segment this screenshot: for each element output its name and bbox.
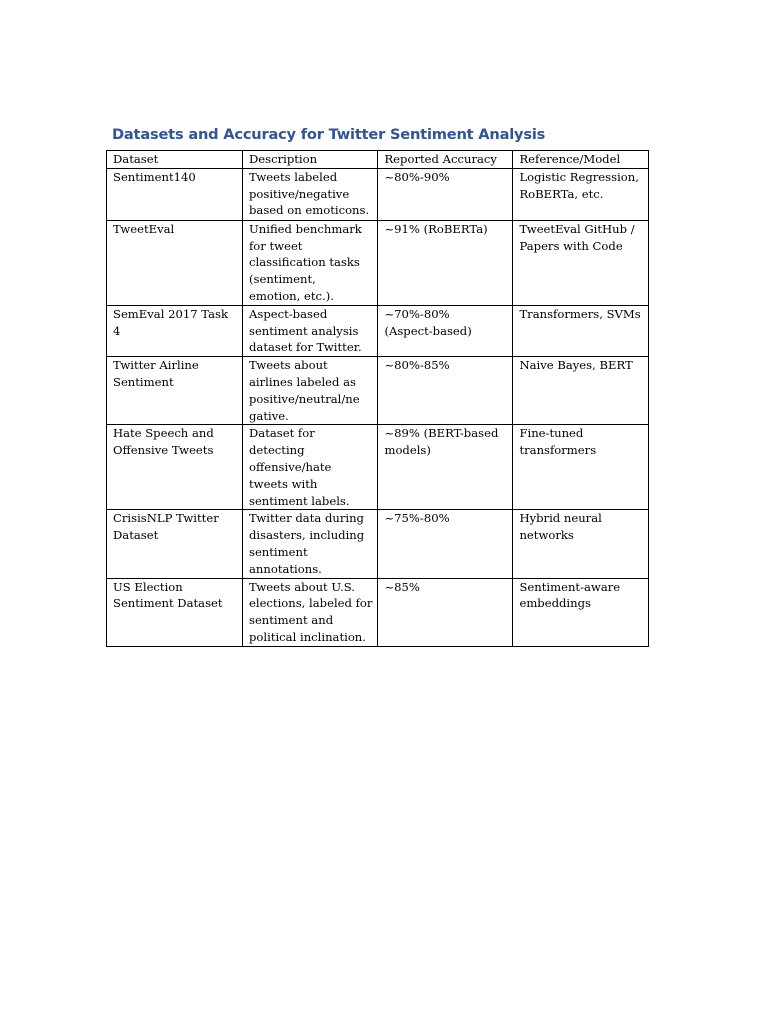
- cell-description: [243, 168, 378, 220]
- cell-line: classification tasks: [249, 255, 360, 270]
- cell-line: (Aspect-based): [384, 323, 472, 338]
- cell-line: (sentiment,: [249, 272, 316, 287]
- cell-line: Hybrid neural: [519, 511, 602, 526]
- cell-line: TweetEval: [113, 221, 175, 236]
- column-header-dataset: Dataset: [107, 151, 243, 169]
- cell-description: [243, 425, 378, 510]
- cell-line: Sentiment: [113, 374, 174, 389]
- cell-line: detecting: [249, 443, 305, 458]
- cell-line: embeddings: [519, 596, 591, 611]
- cell-line: dataset for Twitter.: [249, 340, 362, 355]
- cell-line: ~80%-85%: [384, 358, 450, 373]
- cell-accuracy: [378, 220, 513, 305]
- cell-description: [243, 578, 378, 646]
- cell-line: positive/negative: [249, 186, 350, 201]
- cell-line: Tweets about: [249, 358, 328, 373]
- cell-line: models): [384, 443, 431, 458]
- cell-line: positive/neutral/ne: [249, 391, 360, 406]
- cell-line: for tweet: [249, 238, 303, 253]
- cell-line: ~70%-80%: [384, 306, 450, 321]
- cell-reference: [513, 220, 649, 305]
- table-row: [107, 578, 649, 646]
- table-row: [107, 168, 649, 220]
- cell-line: ~89% (BERT-based: [384, 426, 499, 441]
- cell-dataset: [107, 425, 243, 510]
- cell-line: Unified benchmark: [249, 221, 362, 236]
- cell-line: CrisisNLP Twitter: [113, 511, 219, 526]
- cell-line: Sentiment140: [113, 169, 196, 184]
- table-header-row: [107, 151, 649, 169]
- cell-line: Transformers, SVMs: [519, 306, 641, 321]
- cell-line: airlines labeled as: [249, 374, 356, 389]
- cell-line: Papers with Code: [519, 238, 623, 253]
- cell-line: tweets with: [249, 476, 318, 491]
- cell-line: Naive Bayes, BERT: [519, 358, 633, 373]
- cell-line: gative.: [249, 408, 289, 423]
- cell-accuracy: [378, 425, 513, 510]
- cell-line: Fine-tuned: [519, 426, 584, 441]
- cell-reference: [513, 425, 649, 510]
- cell-line: based on emoticons.: [249, 203, 370, 218]
- cell-description: [243, 357, 378, 425]
- cell-line: Logistic Regression,: [519, 169, 639, 184]
- cell-reference: [513, 305, 649, 356]
- cell-description: [243, 305, 378, 356]
- cell-line: sentiment labels.: [249, 493, 350, 508]
- cell-line: TweetEval GitHub /: [519, 221, 635, 236]
- cell-line: ~91% (RoBERTa): [384, 221, 488, 236]
- cell-line: Sentiment Dataset: [113, 596, 223, 611]
- cell-line: 4: [113, 323, 121, 338]
- cell-line: transformers: [519, 443, 597, 458]
- cell-line: Offensive Tweets: [113, 443, 214, 458]
- cell-dataset: [107, 220, 243, 305]
- cell-dataset: [107, 510, 243, 578]
- cell-accuracy: [378, 510, 513, 578]
- cell-accuracy: [378, 357, 513, 425]
- cell-dataset: [107, 357, 243, 425]
- cell-dataset: [107, 305, 243, 356]
- column-header-reference: Reference/Model: [513, 151, 649, 169]
- cell-line: disasters, including: [249, 528, 365, 543]
- cell-dataset: [107, 168, 243, 220]
- table-row: [107, 425, 649, 510]
- table-row: [107, 220, 649, 305]
- cell-line: sentiment analysis: [249, 323, 359, 338]
- column-header-accuracy: Reported Accuracy: [378, 151, 513, 169]
- cell-line: Aspect-based: [249, 306, 328, 321]
- cell-line: sentiment: [249, 544, 308, 559]
- cell-reference: [513, 168, 649, 220]
- cell-reference: [513, 357, 649, 425]
- cell-line: US Election: [113, 579, 183, 594]
- cell-line: political inclination.: [249, 629, 366, 644]
- cell-accuracy: [378, 578, 513, 646]
- table-row: [107, 357, 649, 425]
- cell-line: ~80%-90%: [384, 169, 450, 184]
- datasets-table: [106, 150, 649, 647]
- cell-accuracy: [378, 168, 513, 220]
- document-title: Datasets and Accuracy for Twitter Sentiment Analysis: [112, 126, 546, 143]
- table-row: [107, 510, 649, 578]
- table-row: [107, 305, 649, 356]
- cell-line: SemEval 2017 Task: [113, 306, 229, 321]
- cell-line: Sentiment-aware: [519, 579, 621, 594]
- cell-line: Twitter Airline: [113, 358, 199, 373]
- cell-description: [243, 220, 378, 305]
- cell-line: RoBERTa, etc.: [519, 186, 604, 201]
- cell-line: annotations.: [249, 561, 322, 576]
- cell-line: Dataset: [113, 528, 159, 543]
- cell-line: ~75%-80%: [384, 511, 450, 526]
- cell-line: Twitter data during: [249, 511, 364, 526]
- cell-line: Tweets labeled: [249, 169, 338, 184]
- column-header-description: Description: [243, 151, 378, 169]
- cell-line: ~85%: [384, 579, 420, 594]
- cell-line: Tweets about U.S.: [249, 579, 355, 594]
- cell-line: offensive/hate: [249, 459, 332, 474]
- cell-dataset: [107, 578, 243, 646]
- cell-reference: [513, 578, 649, 646]
- cell-line: elections, labeled for: [249, 596, 373, 611]
- cell-line: Dataset for: [249, 426, 315, 441]
- cell-line: networks: [519, 528, 574, 543]
- cell-reference: [513, 510, 649, 578]
- cell-accuracy: [378, 305, 513, 356]
- cell-line: emotion, etc.).: [249, 288, 334, 303]
- cell-description: [243, 510, 378, 578]
- cell-line: sentiment and: [249, 613, 334, 628]
- cell-line: Hate Speech and: [113, 426, 214, 441]
